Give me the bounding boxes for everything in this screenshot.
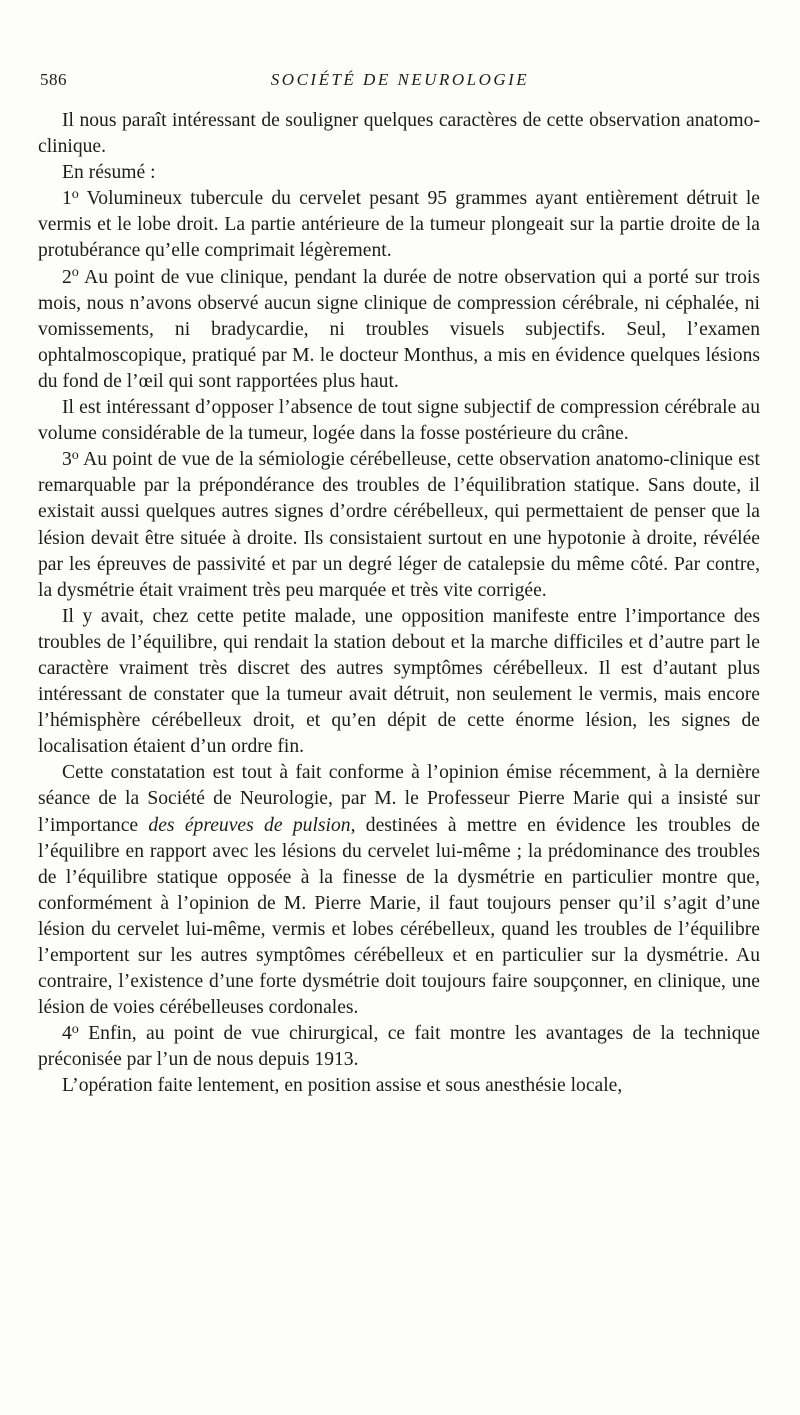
paragraph-operation: L’opération faite lentement, en position assise et sous anesthésie locale, <box>62 1075 623 1097</box>
paragraph-text: Cette constatation est tout à fait conforme à l’opinion émise récemment, à la dernière séance de la Société de Neurologie, par M. le Professeur Pierre Marie qui a insisté sur l’importance <box>38 762 760 836</box>
ordinal-superscript: o <box>71 264 79 281</box>
paragraph-text: Au point de vue clinique, pendant la durée de notre observation qui a porté sur trois mois, nous n’avons observé aucun signe clinique de compression cérébrale, ni céphalée, ni vomissements, ni bradycardie, ni troubles visuels subjectifs. Seul, l’examen ophtalmoscopique, pratiqué par M. le docteur Monthus, a mis en évidence quelques lésions du fond de l’œil qui sont rapportées plus haut. <box>38 266 760 392</box>
paragraph-intro: Il nous paraît intéressant de souligner quelques caractères de cette observation anatomo-clinique. <box>38 110 760 158</box>
page-number: 586 <box>40 70 67 89</box>
paragraph-en-resume: En résumé : <box>62 162 156 184</box>
paragraph-point-3 <box>38 447 760 604</box>
running-title: SOCIÉTÉ DE NEUROLOGIE <box>270 70 530 89</box>
ordinal-number: 1 <box>62 188 72 210</box>
paragraph-text: Volumineux tubercule du cervelet pesant 95 grammes ayant entièrement détruit le vermis et le lobe droit. La partie antérieure de la tumeur plongeait sur la partie droite de la protubérance qu’elle comprimait légèrement. <box>38 188 760 262</box>
page-header <box>40 64 760 96</box>
paragraph-point-1 <box>38 186 760 264</box>
italic-phrase: des épreuves de pulsion <box>148 814 351 836</box>
paragraph-petite-malade: Il y avait, chez cette petite malade, une opposition manifeste entre l’importance des troubles de l’équilibre, qui rendait la station debout et la marche difficiles et d’autre part le caractère vraiment très discret des autres symptômes cérébelleux. Il est d’autant plus intéressant de constater que la tumeur avait détruit, non seulement le vermis, mais encore l’hémisphère cérébelleux droit, et qu’en dépit de cette énorme lésion, les signes de localisation étaient d’un ordre fin. <box>38 605 760 758</box>
ordinal-superscript: o <box>71 1020 79 1037</box>
paragraph-opposition: Il est intéressant d’opposer l’absence de tout signe subjectif de compression cérébrale au volume considérable de la tumeur, logée dans la fosse postérieure du crâne. <box>38 397 760 445</box>
paragraph-point-4 <box>38 1021 760 1073</box>
body-text <box>38 108 760 1100</box>
ordinal-number: 3 <box>62 449 72 471</box>
paragraph-text: Enfin, au point de vue chirurgical, ce fait montre les avantages de la technique préconisée par l’un de nous depuis 1913. <box>38 1023 760 1071</box>
paragraph-text: Au point de vue de la sémiologie cérébelleuse, cette observation anatomo-clinique est remarquable par la prépondérance des troubles de l’équilibration statique. Sans doute, il existait aussi quelques autres signes d’ordre cérébelleux, qui permettaient de penser que la lésion devait être située à droite. Ils consistaient surtout en une hypotonie à droite, révélée par les épreuves de passivité et par un degré léger de catalepsie du même côté. Par contre, la dysmétrie était vraiment très peu marquée et très vite corrigée. <box>38 449 760 601</box>
paragraph-constatation <box>38 760 760 1021</box>
paragraph-point-2 <box>38 265 760 395</box>
ordinal-superscript: o <box>71 185 79 202</box>
ordinal-superscript: o <box>71 446 79 463</box>
ordinal-number: 2 <box>62 266 72 288</box>
ordinal-number: 4 <box>62 1023 72 1045</box>
paragraph-text: , destinées à mettre en évidence les troubles de l’équilibre en rapport avec les lésions du cervelet lui-même ; la prédominance des troubles de l’équilibre statique opposée à la finesse de la dysmétrie en particulier montre que, conformément à l’opinion de M. Pierre Marie, il faut toujours penser qu’il s’agit d’une lésion du cervelet lui-même, vermis et lobes cérébelleux, quand les troubles de l’équilibre l’emportent sur les autres symptômes cérébelleux et en particulier sur la dysmétrie. Au contraire, l’existence d’une forte dysmétrie doit toujours faire soupçonner, en clinique, une lésion de voies cérébelleuses cordonales. <box>38 814 760 1019</box>
